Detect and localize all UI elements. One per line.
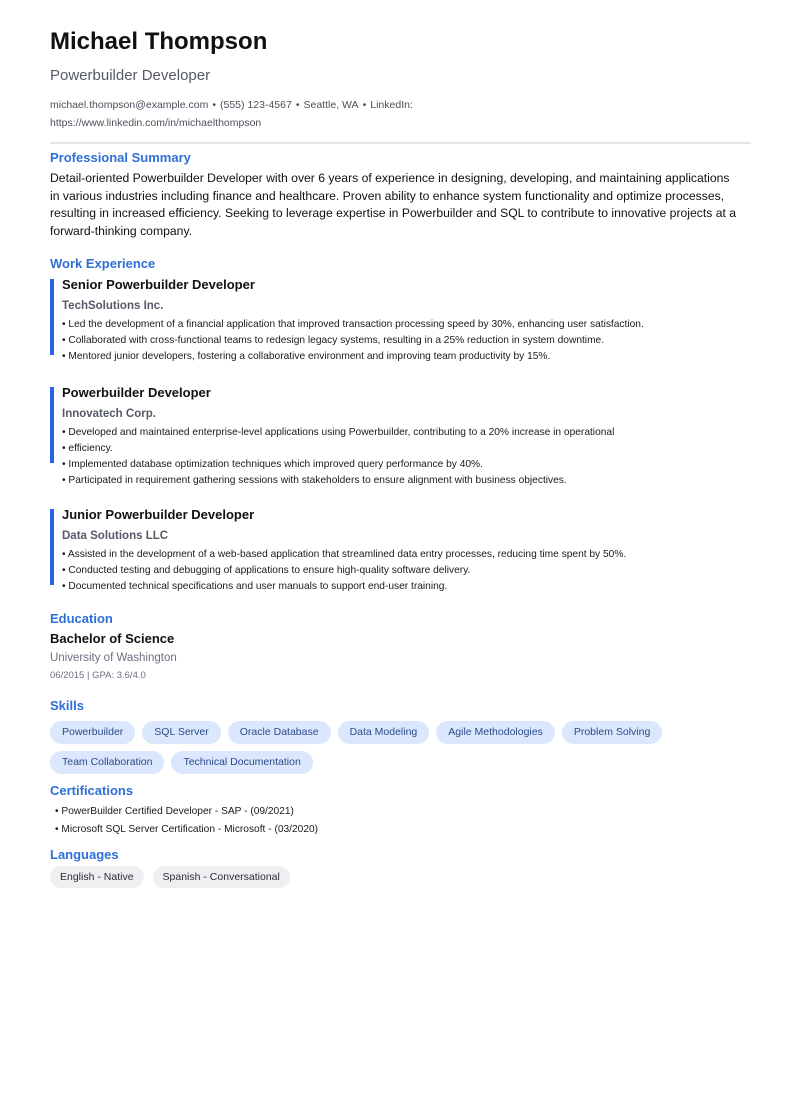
contact-line [50,96,440,132]
candidate-title: Powerbuilder Developer [50,67,211,84]
skill-chip: Problem Solving [562,721,662,744]
certification-item: • PowerBuilder Certified Developer - SAP - (09/2021) [55,806,294,817]
separator: • [212,99,216,111]
job-accent-bar [50,509,54,585]
skill-chip: Team Collaboration [50,751,164,774]
job-accent-bar [50,387,54,463]
certifications-list [50,803,751,839]
location-text: Seattle, WA [303,99,359,111]
work-experience-heading: Work Experience [50,256,156,271]
skill-chip: Technical Documentation [171,751,312,774]
phone-text: (555) 123-4567 [220,99,292,111]
degree-title: Bachelor of Science [50,631,175,646]
separator: • [295,99,300,111]
job-bullets [62,317,751,365]
education-heading: Education [50,611,113,626]
job-bullet: • efficiency. [62,443,113,454]
skill-chip: Data Modeling [338,721,430,744]
school-name: University of Washington [50,652,177,664]
skill-chip: Powerbuilder [50,721,135,744]
skills-heading: Skills [50,698,84,713]
job-bullet: • Conducted testing and debugging of applications to ensure high-quality software delivery. [62,565,471,576]
job-bullet: • Implemented database optimization techniques which improved query performance by 40%. [62,459,483,470]
job-bullet: • Mentored junior developers, fostering a collaborative environment and improving team productivity by 15%. [62,351,551,362]
job-accent-bar [50,279,54,355]
languages-list [50,866,751,888]
job-entry [50,277,751,365]
job-bullet: • Assisted in the development of a web-based application that streamlined data entry processes, reducing time spent by 50%. [62,549,627,560]
job-title: Junior Powerbuilder Developer [62,507,255,522]
job-entry [50,385,751,489]
skill-chip: Oracle Database [228,721,331,744]
job-bullet: • Developed and maintained enterprise-level applications using Powerbuilder, contributing to a 20% increase in operational [62,427,615,438]
certification-item: • Microsoft SQL Server Certification - Microsoft - (03/2020) [55,824,319,835]
job-entry [50,507,751,595]
job-title: Powerbuilder Developer [62,385,211,400]
job-bullet: • Collaborated with cross-functional teams to redesign legacy systems, resulting in a 25% reduction in system downtime. [62,335,605,346]
separator: • [362,99,367,111]
job-title: Senior Powerbuilder Developer [62,277,255,292]
language-chip: English - Native [50,866,144,888]
job-company: TechSolutions Inc. [62,300,164,312]
candidate-name: Michael Thompson [50,28,268,55]
job-bullet: • Led the development of a financial application that improved transaction processing speed by 30%, enhancing user satisfaction. [62,319,644,330]
education-meta: 06/2015 | GPA: 3.6/4.0 [50,670,146,681]
summary-text: Detail-oriented Powerbuilder Developer with over 6 years of experience in designing, developing, and maintaining applications in various industries including finance and healthcare. Proven ability to enhance system functionality and optimize processes, resulting in increased efficiency. Seeking to leverage expertise in Powerbuilder and SQL to contribute to innovative projects at a forward-thinking company. [50,171,737,238]
linkedin-link[interactable]: https://www.linkedin.com/in/michaelthompson [50,117,262,129]
summary-heading: Professional Summary [50,150,191,165]
language-chip: Spanish - Conversational [153,866,290,888]
job-company: Innovatech Corp. [62,408,156,420]
job-bullets [62,547,751,595]
skills-list [50,721,750,774]
skill-chip: SQL Server [142,721,220,744]
linkedin-label: LinkedIn: [370,99,413,111]
certifications-heading: Certifications [50,783,134,798]
languages-heading: Languages [50,847,119,862]
job-bullets [62,425,751,489]
job-bullet: • Participated in requirement gathering sessions with stakeholders to ensure alignment with business objectives. [62,475,567,486]
email-link[interactable]: michael.thompson@example.com [50,99,209,111]
job-company: Data Solutions LLC [62,530,169,542]
header-divider [50,142,751,144]
job-bullet: • Documented technical specifications and user manuals to support end-user training. [62,581,448,592]
skill-chip: Agile Methodologies [436,721,555,744]
